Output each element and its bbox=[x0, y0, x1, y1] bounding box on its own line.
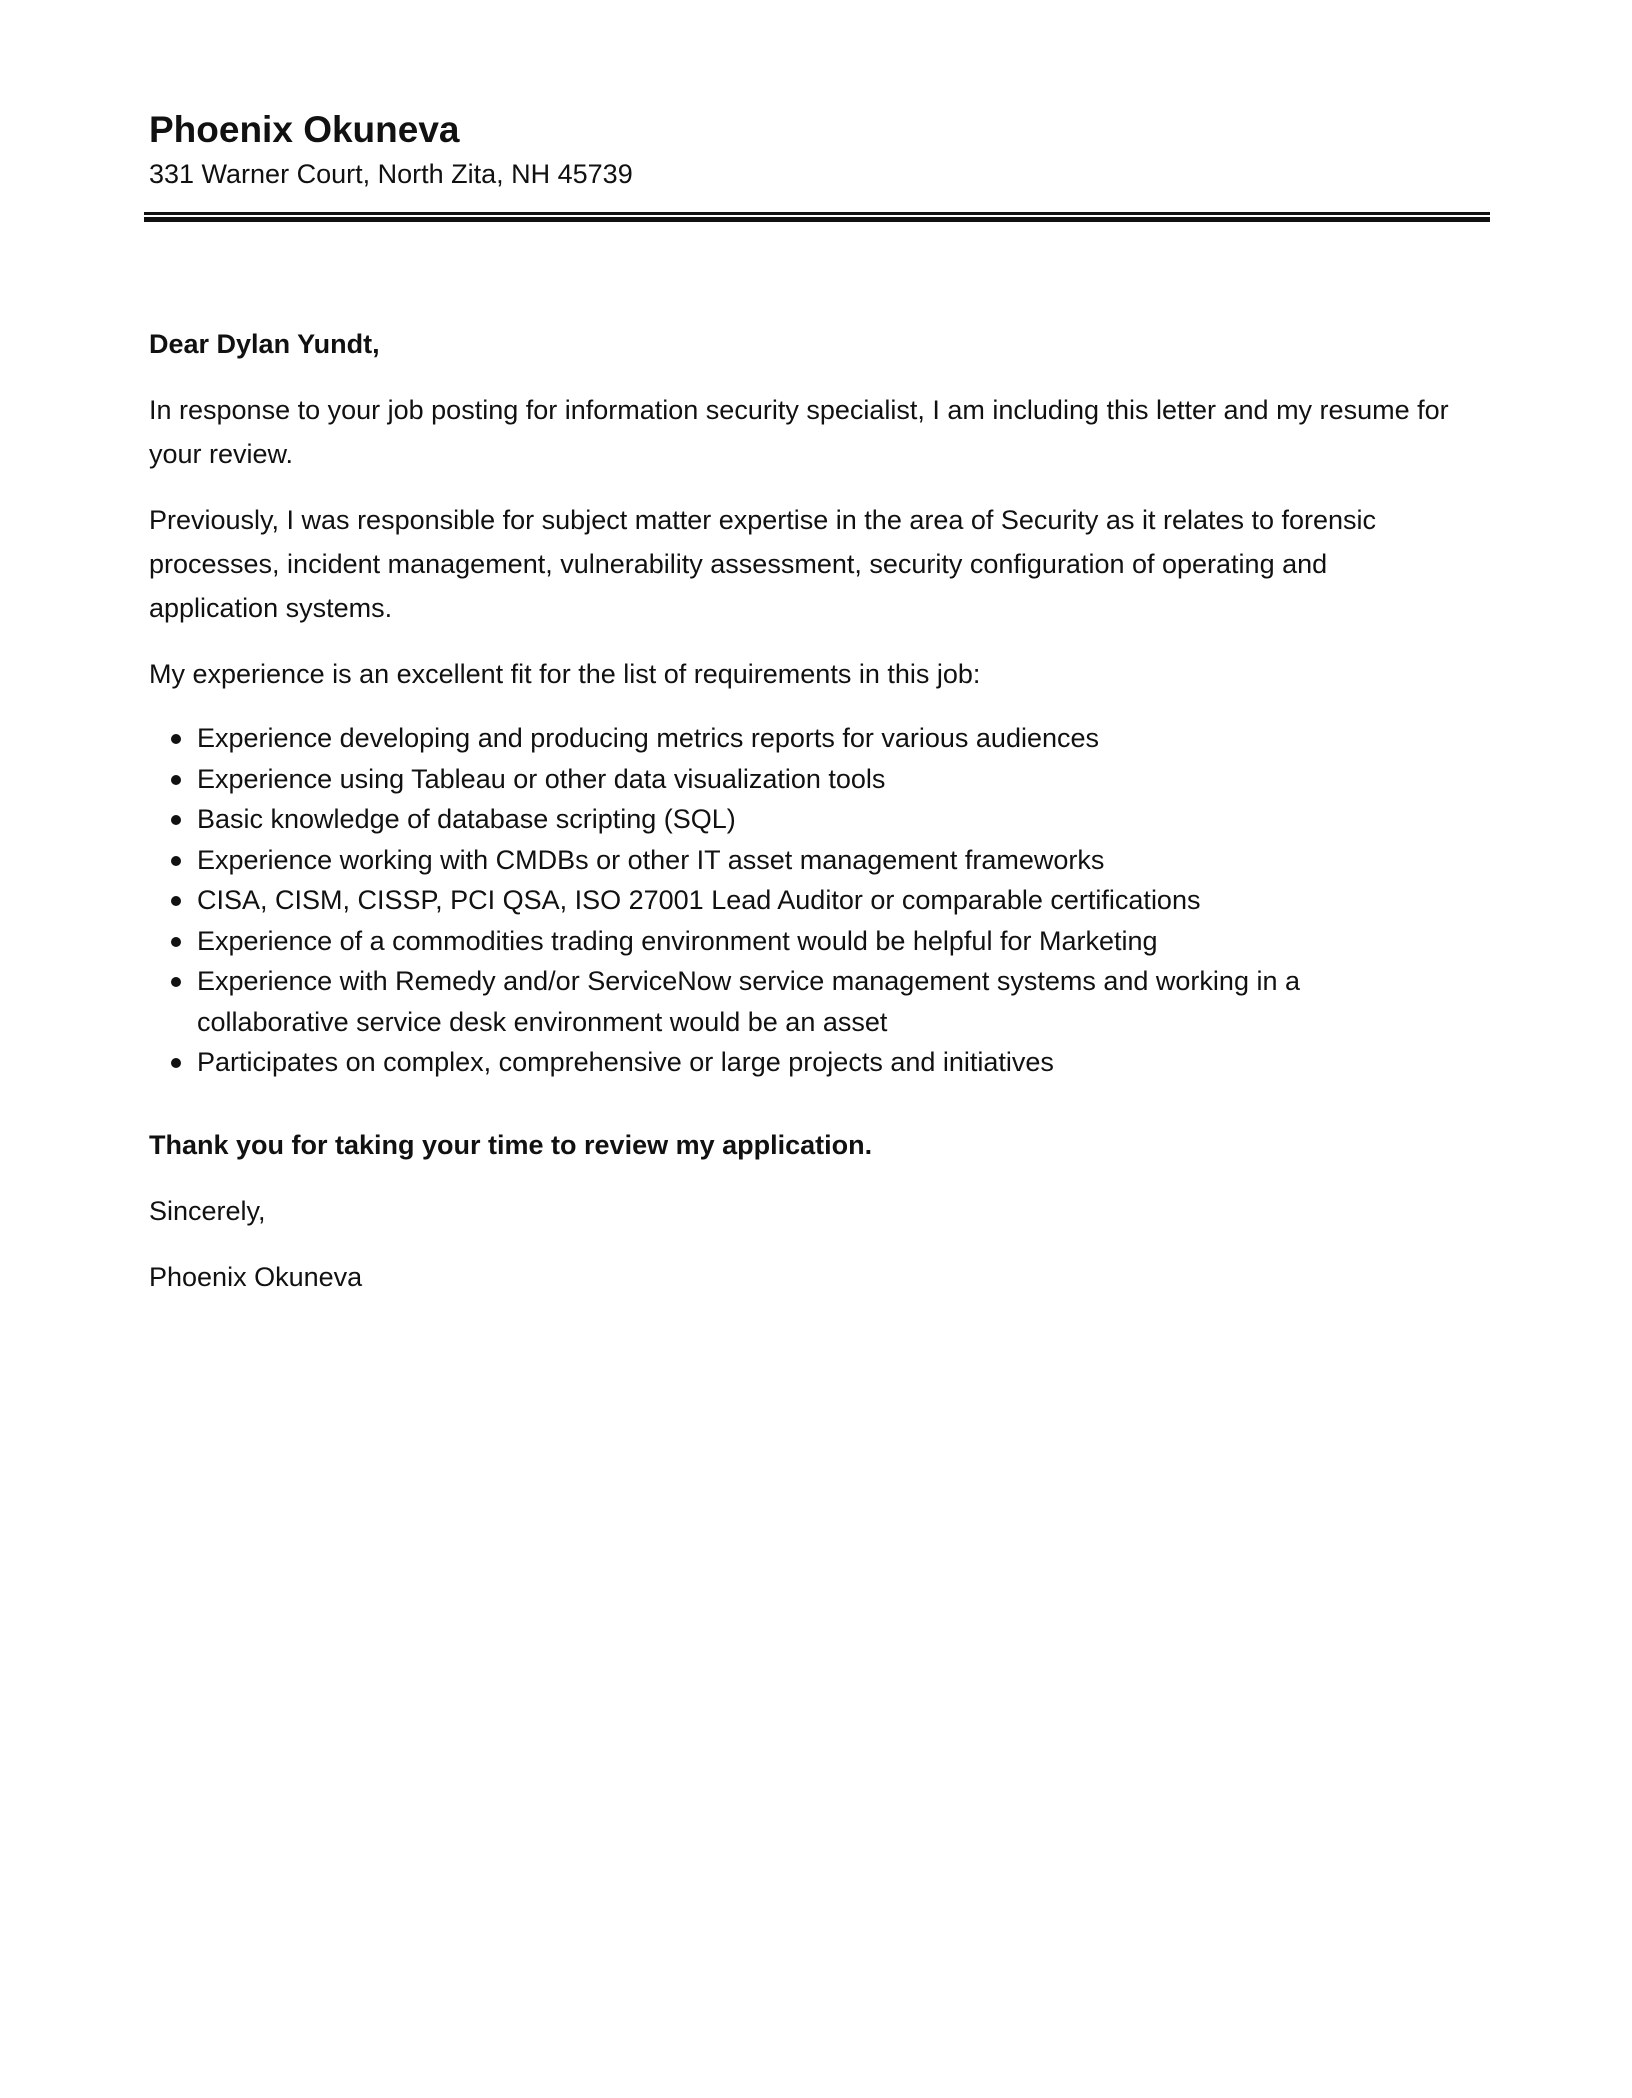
list-item bbox=[149, 799, 1449, 840]
paragraph-experience: Previously, I was responsible for subject matter expertise in the area of Security as it relates to forensic processes, incident management, vulnerability assessment, security configuration of operating and application systems. bbox=[149, 505, 1377, 623]
bullet-icon bbox=[171, 734, 181, 744]
list-item-text: Experience developing and producing metrics reports for various audiences bbox=[197, 723, 1100, 753]
list-item-text: Experience with Remedy and/or ServiceNow service management systems and working in a collaborative service desk environment would be an asset bbox=[197, 966, 1300, 1037]
list-item bbox=[149, 1042, 1449, 1083]
list-item bbox=[149, 961, 1449, 1042]
bullet-icon bbox=[171, 977, 181, 987]
bullet-icon bbox=[171, 856, 181, 866]
bullet-icon bbox=[171, 775, 181, 785]
list-item bbox=[149, 921, 1449, 962]
greeting: Dear Dylan Yundt, bbox=[149, 329, 380, 359]
paragraph-intro: In response to your job posting for information security specialist, I am including this letter and my resume for your review. bbox=[149, 395, 1449, 469]
signoff: Sincerely, bbox=[149, 1195, 266, 1226]
list-item-text: Basic knowledge of database scripting (SQL) bbox=[197, 804, 736, 834]
paragraph-requirements-lead: My experience is an excellent fit for the list of requirements in this job: bbox=[149, 659, 981, 689]
list-item-text: Experience working with CMDBs or other IT asset management frameworks bbox=[197, 844, 1105, 875]
list-item bbox=[149, 880, 1449, 921]
list-item bbox=[149, 759, 1449, 800]
sender-address: 331 Warner Court, North Zita, NH 45739 bbox=[149, 159, 633, 190]
requirements-list bbox=[149, 718, 1449, 1083]
header-divider bbox=[144, 212, 1490, 221]
list-item-text: Participates on complex, comprehensive or large projects and initiatives bbox=[197, 1047, 1054, 1077]
bullet-icon bbox=[171, 1058, 181, 1068]
sender-name: Phoenix Okuneva bbox=[149, 109, 460, 150]
letter-body bbox=[149, 322, 1449, 1321]
bullet-icon bbox=[171, 815, 181, 825]
list-item bbox=[149, 840, 1449, 881]
signature-name: Phoenix Okuneva bbox=[149, 1261, 363, 1292]
closing-line: Thank you for taking your time to review my application. bbox=[149, 1129, 873, 1160]
list-item-text: Experience of a commodities trading environment would be helpful for Marketing bbox=[197, 925, 1158, 956]
letter-header bbox=[149, 108, 1489, 193]
bullet-icon bbox=[171, 937, 181, 947]
list-item-text: CISA, CISM, CISSP, PCI QSA, ISO 27001 Lead Auditor or comparable certifications bbox=[197, 885, 1201, 915]
list-item bbox=[149, 718, 1449, 759]
list-item-text: Experience using Tableau or other data visualization tools bbox=[197, 763, 886, 794]
bullet-icon bbox=[171, 896, 181, 906]
